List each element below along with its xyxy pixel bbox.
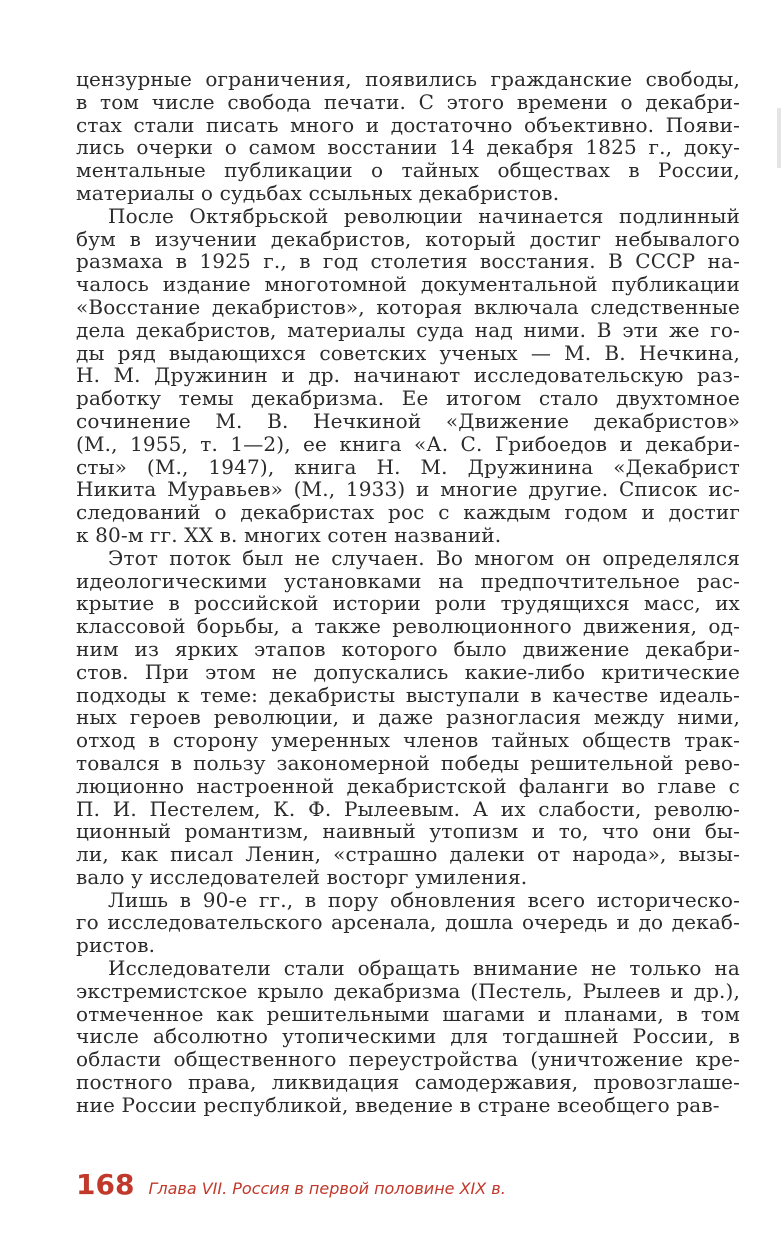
text-line: размаха в 1925 г., в год столетия восстания. В СССР на- — [76, 249, 740, 274]
text-line: сты» (М., 1947), книга Н. М. Дружинина «Декабрист — [76, 454, 740, 479]
text-line: области общественного переустройства (уничтожение кре- — [76, 1047, 740, 1072]
text-line: ние России республикой, введение в стране всеобщего рав- — [76, 1092, 720, 1117]
body-text — [76, 68, 740, 1117]
text-line: Н. М. Дружинин и др. начинают исследовательскую раз- — [76, 363, 740, 388]
text-line: Никита Муравьев» (М., 1933) и многие другие. Список ис- — [76, 477, 740, 502]
text-line: в том числе свобода печати. С этого времени о декабри- — [76, 89, 740, 114]
text-line: крытие в российской истории роли трудящихся масс, их — [76, 591, 740, 616]
text-line: ционный романтизм, наивный утопизм и то, что они бы- — [76, 819, 740, 844]
text-line: материалы о судьбах ссыльных декабристов. — [76, 180, 560, 205]
text-line: бум в изучении декабристов, который достиг небывалого — [76, 226, 740, 251]
text-line: чалось издание многотомной документальной публикации — [76, 272, 740, 297]
text-line: ды ряд выдающихся советских ученых — М. В. Нечкина, — [76, 340, 740, 365]
text-line: к 80-м гг. XX в. многих сотен названий. — [76, 522, 502, 547]
text-line: люционно настроенной декабристской фаланги во главе с — [76, 773, 740, 798]
text-line: «Восстание декабристов», которая включала следственные — [76, 294, 740, 319]
text-line: стов. При этом не допускались какие-либо критические — [76, 659, 740, 684]
text-line: стах стали писать много и достаточно объективно. Появи- — [76, 112, 740, 137]
text-line: Этот поток был не случаен. Во многом он определялся — [108, 545, 740, 570]
text-line: дела декабристов, материалы суда над ними. В эти же го- — [76, 317, 740, 342]
text-line: лись очерки о самом восстании 14 декабря 1825 г., доку- — [76, 135, 740, 160]
text-line: сочинение М. В. Нечкиной «Движение декабристов» — [76, 408, 740, 433]
text-line: П. И. Пестелем, К. Ф. Рылеевым. А их слабости, револю- — [76, 796, 740, 821]
text-line: (М., 1955, т. 1—2), ее книга «А. С. Грибоедов и декабри- — [76, 431, 740, 456]
text-line: работку темы декабризма. Ее итогом стало двухтомное — [76, 386, 740, 411]
text-line: После Октябрьской революции начинается подлинный — [108, 203, 740, 228]
text-line: Исследователи стали обращать внимание не только на — [108, 956, 740, 981]
text-line: Лишь в 90-е гг., в пору обновления всего историческо- — [108, 887, 740, 912]
paragraph — [76, 957, 740, 1117]
paragraph — [76, 889, 740, 957]
text-line: числе абсолютно утопическими для тогдашней России, в — [76, 1024, 740, 1049]
page-number: 168 — [76, 1168, 135, 1201]
text-line: следований о декабристах рос с каждым годом и достиг — [76, 500, 740, 525]
text-line: ли, как писал Ленин, «страшно далеки от народа», вызы- — [76, 842, 740, 867]
paragraph — [76, 547, 740, 889]
text-line: классовой борьбы, а также революционного движения, од- — [76, 614, 740, 639]
text-line: отмеченное как решительными шагами и планами, в том — [76, 1001, 740, 1026]
text-line: постного права, ликвидация самодержавия, провозглаше- — [76, 1070, 740, 1095]
paragraph — [76, 68, 740, 205]
text-line: экстремистское крыло декабризма (Пестель, Рылеев и др.), — [76, 978, 740, 1003]
text-line: го исследовательского арсенала, дошла очередь и до декаб- — [76, 910, 740, 935]
text-line: ных героев революции, и даже разногласия между ними, — [76, 705, 740, 730]
page-edge-shadow — [777, 108, 781, 168]
running-chapter-title: Глава VII. Россия в первой половине XIX в. — [148, 1179, 506, 1198]
text-line: ним из ярких этапов которого было движение декабри- — [76, 636, 740, 661]
text-line: вало у исследователей восторг умиления. — [76, 864, 528, 889]
text-line: ристов. — [76, 933, 156, 958]
paragraph — [76, 205, 740, 547]
text-line: ментальные публикации о тайных обществах в России, — [76, 158, 740, 183]
page-footer — [76, 1168, 506, 1208]
text-line: идеологическими установками на предпочтительное рас- — [76, 568, 740, 593]
text-line: подходы к теме: декабристы выступали в качестве идеаль- — [76, 682, 740, 707]
text-line: цензурные ограничения, появились гражданские свободы, — [76, 67, 740, 91]
text-line: отход в сторону умеренных членов тайных обществ трак- — [76, 728, 740, 753]
text-line: товался в пользу закономерной победы решительной рево- — [76, 750, 740, 775]
